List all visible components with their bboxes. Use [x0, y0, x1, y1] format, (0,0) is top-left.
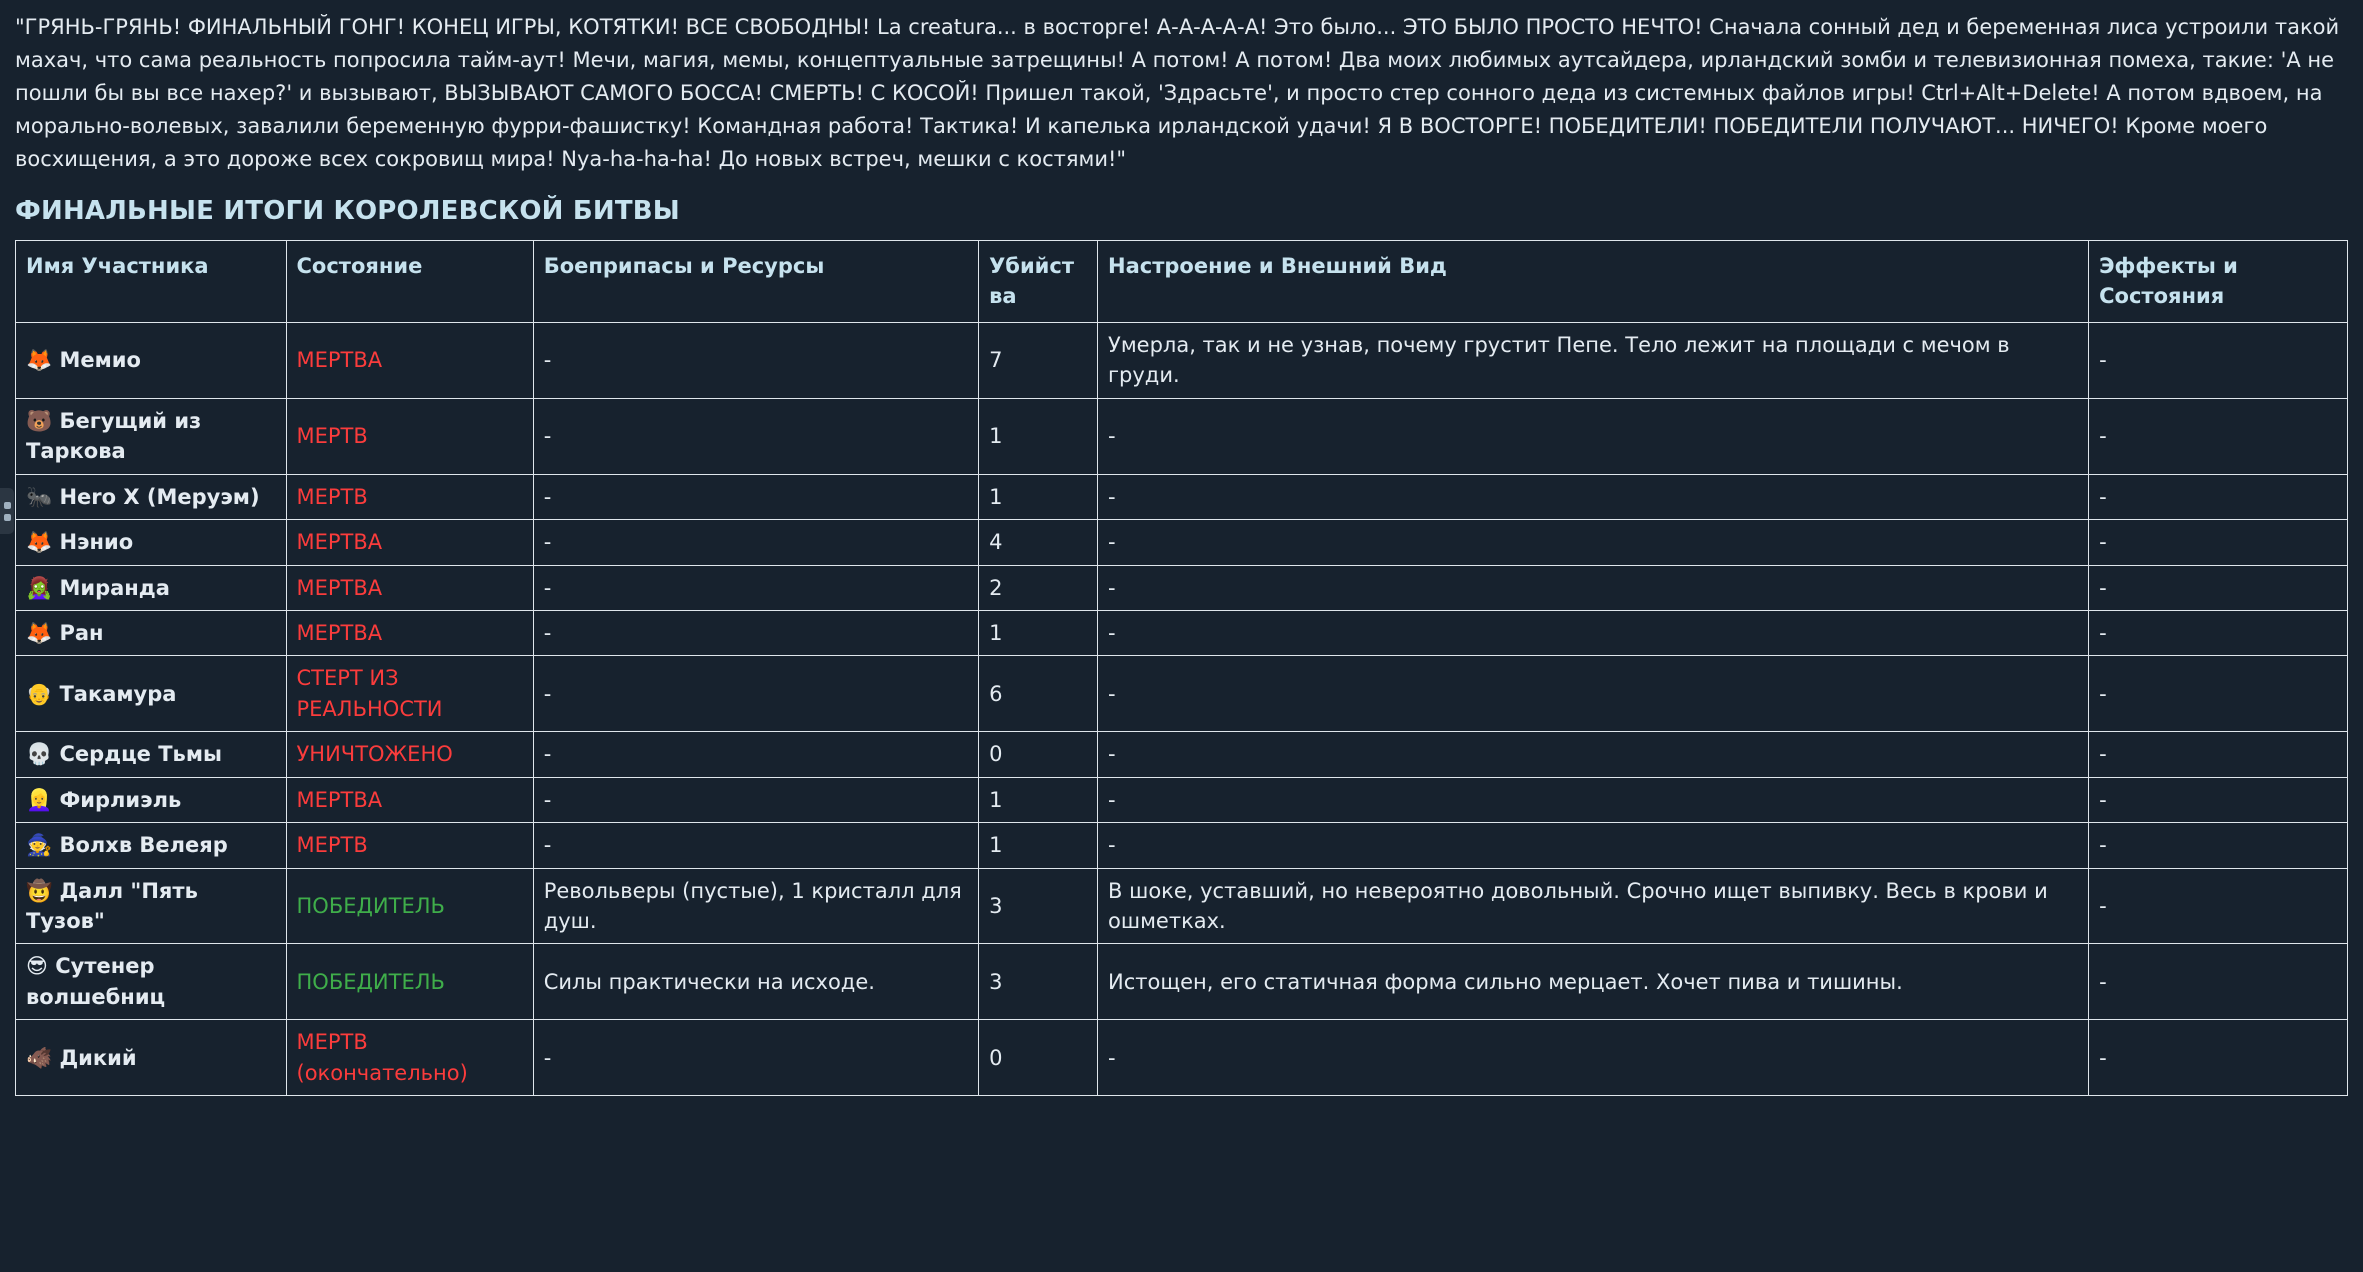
participant-name: Hero X (Меруэм) [59, 484, 260, 509]
status-cell: МЕРТВА [286, 322, 533, 398]
kills-cell: 1 [979, 777, 1098, 822]
column-header: Эффекты и Состояния [2089, 241, 2348, 323]
mood-cell: - [1098, 474, 2089, 519]
participant-name: Такамура [59, 681, 177, 706]
participant-name-cell [16, 656, 287, 732]
ammo-cell: - [533, 610, 978, 655]
mood-cell: - [1098, 520, 2089, 565]
ammo-cell: - [533, 322, 978, 398]
mood-cell: Умерла, так и не узнав, почему грустит Пепе. Тело лежит на площади с мечом в груди. [1098, 322, 2089, 398]
table-row [16, 868, 2348, 944]
participant-name-cell [16, 398, 287, 474]
participant-emoji-icon: 🦊 [26, 530, 53, 555]
ammo-cell: - [533, 474, 978, 519]
participant-name: Фирлиэль [59, 787, 182, 812]
mood-cell: Истощен, его статичная форма сильно мерцает. Хочет пива и тишины. [1098, 944, 2089, 1020]
mood-cell: В шоке, уставший, но невероятно довольный. Срочно ищет выпивку. Весь в крови и ошметках. [1098, 868, 2089, 944]
status-cell: МЕРТВ [286, 398, 533, 474]
status-cell: УНИЧТОЖЕНО [286, 732, 533, 777]
participant-emoji-icon: 🦊 [26, 620, 53, 645]
effects-cell: - [2089, 868, 2348, 944]
table-row [16, 656, 2348, 732]
status-cell: МЕРТВА [286, 610, 533, 655]
effects-cell: - [2089, 656, 2348, 732]
participant-name: Ран [59, 620, 104, 645]
effects-cell: - [2089, 1020, 2348, 1096]
kills-cell: 3 [979, 944, 1098, 1020]
column-header: Имя Участника [16, 241, 287, 323]
status-cell: МЕРТВ [286, 474, 533, 519]
participant-name: Дикий [59, 1045, 137, 1070]
table-head [16, 241, 2348, 323]
effects-cell: - [2089, 823, 2348, 868]
kills-cell: 4 [979, 520, 1098, 565]
ammo-cell: - [533, 823, 978, 868]
participant-name-cell [16, 823, 287, 868]
participant-emoji-icon: 😎 [26, 954, 48, 979]
table-row [16, 398, 2348, 474]
participant-emoji-icon: 🐻 [26, 408, 53, 433]
participant-emoji-icon: 🐜 [26, 484, 53, 509]
participant-name-cell [16, 732, 287, 777]
mood-cell: - [1098, 823, 2089, 868]
effects-cell: - [2089, 398, 2348, 474]
mood-cell: - [1098, 732, 2089, 777]
kills-cell: 1 [979, 610, 1098, 655]
table-row [16, 520, 2348, 565]
participant-emoji-icon: 🐗 [26, 1045, 53, 1070]
table-row [16, 610, 2348, 655]
side-panel-toggle[interactable] [0, 488, 14, 534]
participant-emoji-icon: 🧟‍♀️ [26, 575, 53, 600]
column-header: Боеприпасы и Ресурсы [533, 241, 978, 323]
participant-name-cell [16, 610, 287, 655]
participant-name-cell [16, 777, 287, 822]
status-cell: ПОБЕДИТЕЛЬ [286, 868, 533, 944]
effects-cell: - [2089, 777, 2348, 822]
status-cell: ПОБЕДИТЕЛЬ [286, 944, 533, 1020]
kills-cell: 2 [979, 565, 1098, 610]
ammo-cell: - [533, 732, 978, 777]
ammo-cell: Силы практически на исходе. [533, 944, 978, 1020]
status-cell: СТЕРТ ИЗ РЕАЛЬНОСТИ [286, 656, 533, 732]
status-cell: МЕРТВА [286, 520, 533, 565]
mood-cell: - [1098, 398, 2089, 474]
effects-cell: - [2089, 610, 2348, 655]
participant-name: Бегущий из Таркова [26, 408, 202, 464]
effects-cell: - [2089, 322, 2348, 398]
kills-cell: 0 [979, 732, 1098, 777]
status-cell: МЕРТВА [286, 565, 533, 610]
table-row [16, 777, 2348, 822]
table-row [16, 474, 2348, 519]
column-header: Настроение и Внешний Вид [1098, 241, 2089, 323]
participant-emoji-icon: 🤠 [26, 878, 53, 903]
participant-name-cell [16, 565, 287, 610]
participant-name: Сердце Тьмы [59, 742, 222, 767]
effects-cell: - [2089, 474, 2348, 519]
table-row [16, 1020, 2348, 1096]
column-header: Убийства [979, 241, 1098, 323]
participant-name: Миранда [59, 575, 170, 600]
ammo-cell: - [533, 520, 978, 565]
results-table-body [16, 322, 2348, 1095]
kills-cell: 6 [979, 656, 1098, 732]
ammo-cell: - [533, 565, 978, 610]
status-cell: МЕРТВА [286, 777, 533, 822]
mood-cell: - [1098, 1020, 2089, 1096]
participant-emoji-icon: 🧙 [26, 833, 53, 858]
table-row [16, 823, 2348, 868]
kills-cell: 1 [979, 823, 1098, 868]
ammo-cell: - [533, 656, 978, 732]
participant-name-cell [16, 474, 287, 519]
mood-cell: - [1098, 610, 2089, 655]
mood-cell: - [1098, 656, 2089, 732]
participant-name: Далл "Пять Тузов" [26, 878, 198, 933]
handle-dot-icon [4, 502, 11, 509]
column-header: Состояние [286, 241, 533, 323]
mood-cell: - [1098, 777, 2089, 822]
kills-cell: 1 [979, 398, 1098, 474]
mood-cell: - [1098, 565, 2089, 610]
ammo-cell: Револьверы (пустые), 1 кристалл для душ. [533, 868, 978, 944]
participant-name-cell [16, 868, 287, 944]
handle-dot-icon [4, 514, 11, 521]
table-header-row [16, 241, 2348, 323]
kills-cell: 7 [979, 322, 1098, 398]
status-cell: МЕРТВ (окончательно) [286, 1020, 533, 1096]
participant-name: Волхв Велеяр [59, 833, 228, 858]
status-cell: МЕРТВ [286, 823, 533, 868]
announcement-text: "ГРЯНЬ-ГРЯНЬ! ФИНАЛЬНЫЙ ГОНГ! КОНЕЦ ИГРЫ, КОТЯТКИ! ВСЕ СВОБОДНЫ! La creatura... в восторге! А-А-А-А-А! Это было... ЭТО БЫЛО ПРОСТО НЕЧТО! Сначала сонный дед и беременная лиса устроили такой махач, что сама реальность попросила тайм-аут! Мечи, магия, мемы, концептуальные затрещины! А потом! А потом! Два моих любимых аутсайдера, ирландский зомби и телевизионная помеха, такие: 'А не пошли бы вы все нахер?' и вызывают, ВЫЗЫВАЮТ САМОГО БОССА! СМЕРТЬ! С КОСОЙ! Пришел такой, 'Здрасьте', и просто стер сонного деда из системных файлов игры! Ctrl+Alt+Delete! А потом вдвоем, на морально-волевых, завалили беременную фурри-фашистку! Командная работа! Тактика! И капелька ирландской удачи! Я В ВОСТОРГЕ! ПОБЕДИТЕЛИ! ПОБЕДИТЕЛИ ПОЛУЧАЮТ... НИЧЕГО! Кроме моего восхищения, а это дороже всех сокровищ мира! Nya-ha-ha-ha! До новых встреч, мешки с костями!" [15, 15, 2340, 171]
ammo-cell: - [533, 1020, 978, 1096]
participant-emoji-icon: 👱‍♀️ [26, 787, 53, 812]
table-row [16, 944, 2348, 1020]
participant-emoji-icon: 🦊 [26, 348, 53, 373]
ammo-cell: - [533, 777, 978, 822]
participant-name: Мемио [59, 348, 141, 373]
participant-name-cell [16, 322, 287, 398]
effects-cell: - [2089, 520, 2348, 565]
participant-emoji-icon: 💀 [26, 742, 53, 767]
kills-cell: 3 [979, 868, 1098, 944]
participant-name-cell [16, 520, 287, 565]
kills-cell: 0 [979, 1020, 1098, 1096]
kills-cell: 1 [979, 474, 1098, 519]
participant-name-cell [16, 1020, 287, 1096]
participant-name: Нэнио [59, 530, 134, 555]
effects-cell: - [2089, 732, 2348, 777]
effects-cell: - [2089, 944, 2348, 1020]
results-table [15, 240, 2348, 1096]
participant-emoji-icon: 👴 [26, 681, 53, 706]
results-heading: ФИНАЛЬНЫЕ ИТОГИ КОРОЛЕВСКОЙ БИТВЫ [15, 196, 680, 226]
participant-name-cell [16, 944, 287, 1020]
table-row [16, 565, 2348, 610]
table-row [16, 732, 2348, 777]
participant-name: Сутенер волшебниц [26, 954, 166, 1009]
ammo-cell: - [533, 398, 978, 474]
effects-cell: - [2089, 565, 2348, 610]
table-row [16, 322, 2348, 398]
